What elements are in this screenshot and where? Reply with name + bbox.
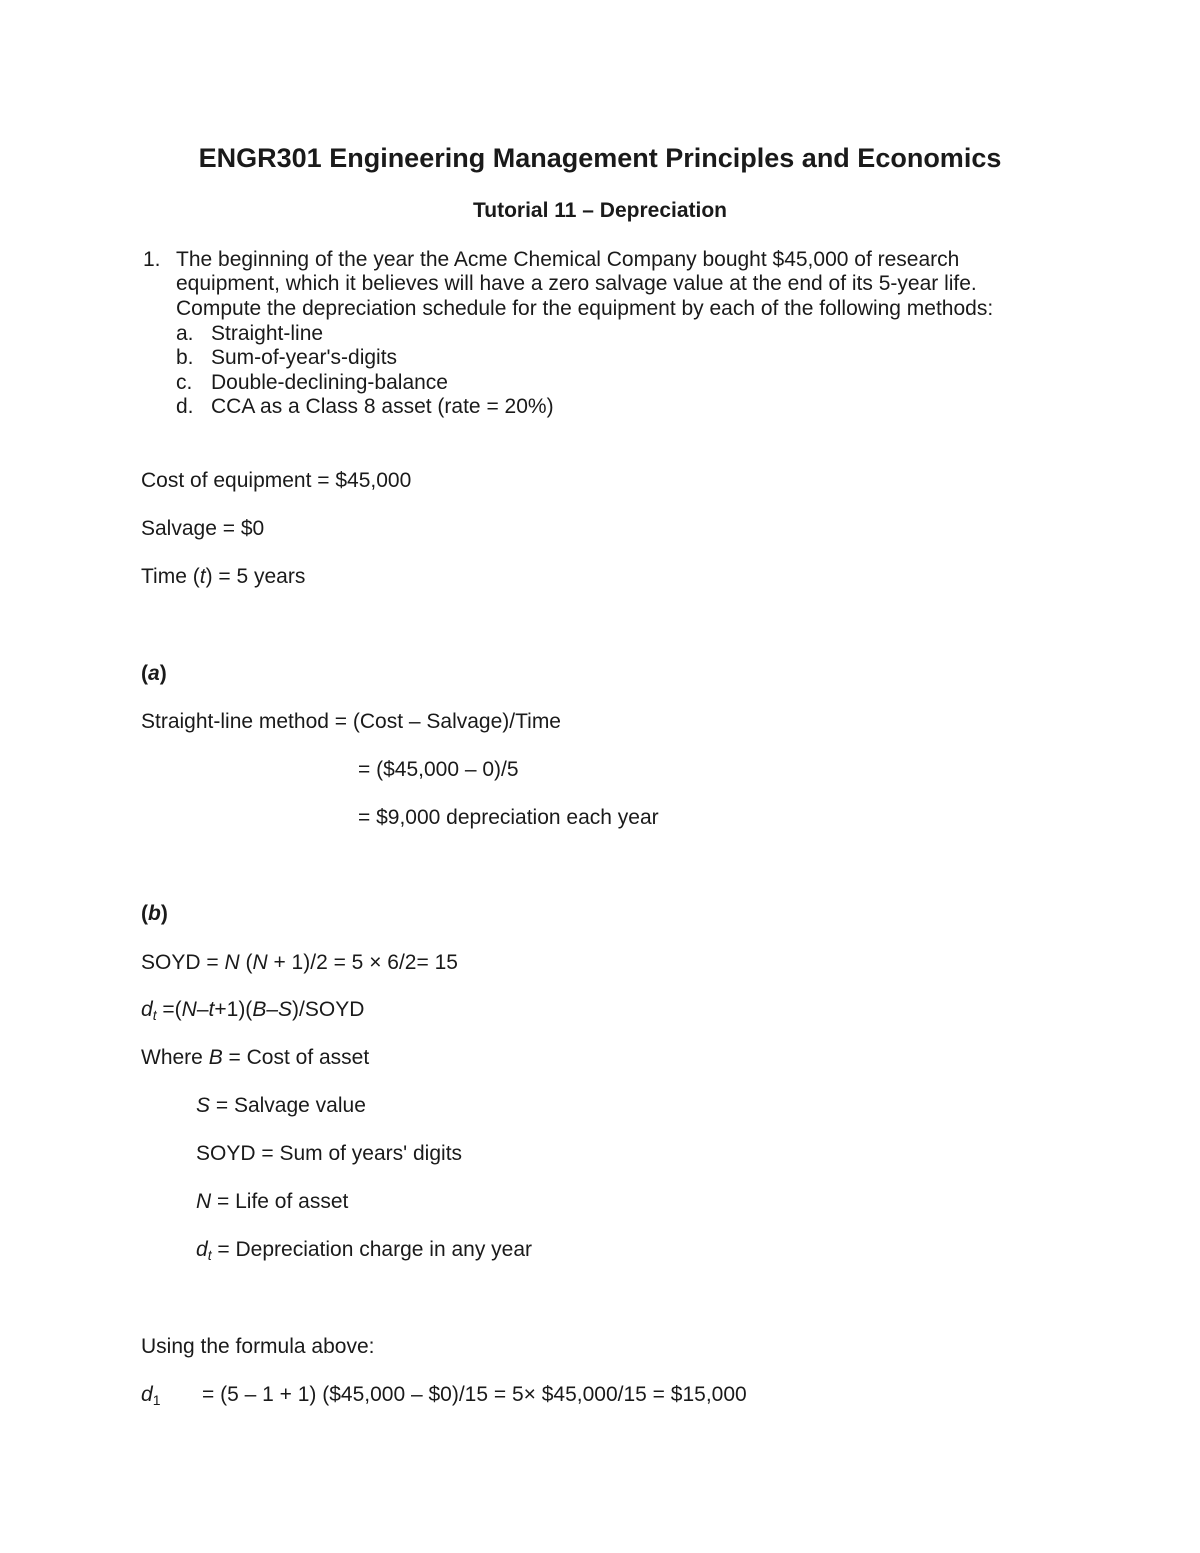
soyd-definition: SOYD = Sum of years' digits: [196, 1142, 463, 1165]
part-text-a: Straight-line: [211, 322, 324, 345]
s-definition: S = Salvage value: [196, 1094, 366, 1117]
part-letter-b: b.: [176, 346, 194, 369]
section-b-heading: (b): [141, 902, 168, 925]
question-line-1: The beginning of the year the Acme Chemical Company bought $45,000 of research: [176, 248, 960, 271]
section-a-heading: (a): [141, 662, 167, 685]
dt-definition: $d_t$ = Depreciation charge in any year: [196, 1238, 533, 1263]
part-letter-a: a.: [176, 322, 194, 345]
soyd-calculation: SOYD = N (N + 1)/2 = 5 × 6/2= 15: [141, 951, 458, 974]
soyd-formula: $d_t$ =(N–t+1)(B–S)/SOYD: [141, 998, 365, 1023]
using-formula-label: Using the formula above:: [141, 1335, 375, 1358]
d1-label: $d_1$: [141, 1383, 161, 1408]
part-text-c: Double-declining-balance: [211, 371, 448, 394]
straight-line-substitution: = ($45,000 – 0)/5: [358, 758, 519, 781]
document-subtitle: Tutorial 11 – Depreciation: [472, 199, 728, 222]
straight-line-formula: Straight-line method = (Cost – Salvage)/Time: [141, 710, 561, 733]
n-definition: N = Life of asset: [196, 1190, 349, 1213]
straight-line-result: = $9,000 depreciation each year: [358, 806, 659, 829]
given-cost: Cost of equipment = $45,000: [141, 469, 412, 492]
d1-calculation: = (5 – 1 + 1) ($45,000 – $0)/15 = 5× $45,000/15 = $15,000: [202, 1383, 747, 1406]
where-b-definition: Where B = Cost of asset: [141, 1046, 370, 1069]
given-time: Time (t) = 5 years: [141, 565, 306, 588]
question-line-2: equipment, which it believes will have a zero salvage value at the end of its 5-year life.: [176, 272, 977, 295]
part-letter-d: d.: [176, 395, 194, 418]
part-letter-c: c.: [176, 371, 193, 394]
question-number: 1.: [143, 248, 161, 271]
part-text-b: Sum-of-year's-digits: [211, 346, 398, 369]
part-text-d: CCA as a Class 8 asset (rate = 20%): [211, 395, 554, 418]
given-salvage: Salvage = $0: [141, 517, 265, 540]
question-line-3: Compute the depreciation schedule for the equipment by each of the following methods:: [176, 297, 994, 320]
document-title: ENGR301 Engineering Management Principles and Economics: [198, 143, 1002, 173]
